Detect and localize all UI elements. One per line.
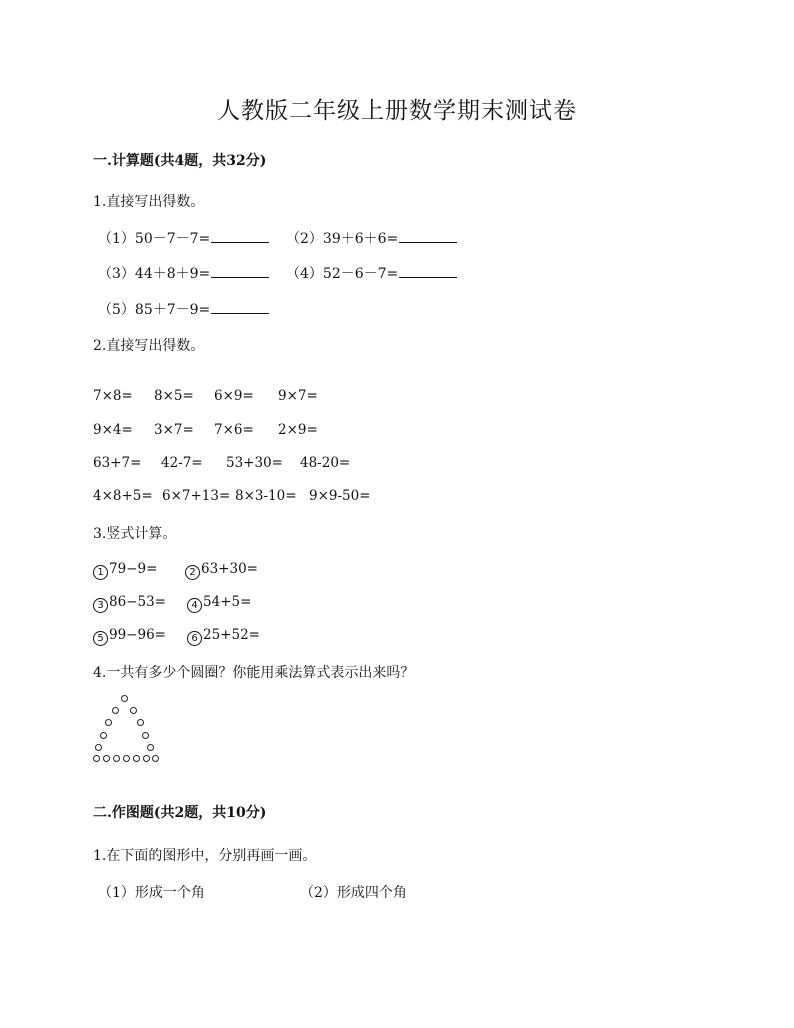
question-3-prompt: 3.竖式计算。 [93,526,177,542]
vertical-calc-row-1: 1 79−9= 2 63+30= [93,561,258,580]
mental-math-row-3: 63+7= 42-7= 53+30= 48-20= [93,455,351,471]
circle-mark [133,755,140,762]
calc-item-3: （3）44＋8＋9= [98,263,269,283]
circle-mark [100,732,107,739]
calc-item-5: （5）85＋7－9= [98,299,269,319]
answer-blank[interactable] [211,264,269,278]
answer-blank[interactable] [211,300,269,314]
circle-mark [93,755,100,762]
circle-mark [152,755,159,762]
calc-item-1: （1）50－7－7= [98,228,269,248]
circle-mark [137,719,144,726]
calc-item-4: （4）52－6－7= [286,263,457,283]
calc-item-2: （2）39＋6＋6= [286,228,457,248]
mental-math-row-4: 4×8+5= 6×7+13= 8×3-10= 9×9-50= [93,488,371,504]
answer-blank[interactable] [399,229,457,243]
question-4-prompt: 4.一共有多少个圆圈？你能用乘法算式表示出来吗？ [93,665,415,681]
page-title: 人教版二年级上册数学期末测试卷 [217,98,577,124]
circle-mark [105,719,112,726]
circle-mark [130,707,137,714]
circle-mark [121,695,128,702]
section-heading-drawing: 二.作图题(共2题，共10分) [93,805,267,821]
mental-math-row-1: 7×8= 8×5= 6×9= 9×7= [93,388,318,404]
circles-triangle-figure [90,693,160,765]
circle-mark [103,755,110,762]
circle-mark [123,755,130,762]
section-heading-calc: 一.计算题(共4题，共32分) [93,153,267,169]
circle-mark [113,755,120,762]
circle-mark [143,755,150,762]
circle-mark [142,732,149,739]
circle-mark [95,744,102,751]
question-1-prompt: 1.直接写出得数。 [93,194,205,210]
drawing-question-1-prompt: 1.在下面的图形中，分别再画一画。 [93,848,317,864]
answer-blank[interactable] [211,229,269,243]
drawing-item-1: （1）形成一个角 [98,885,205,901]
vertical-calc-row-3: 5 99−96= 6 25+52= [93,627,260,646]
circle-mark [147,744,154,751]
answer-blank[interactable] [399,264,457,278]
circle-mark [112,707,119,714]
question-2-prompt: 2.直接写出得数。 [93,338,205,354]
mental-math-row-2: 9×4= 3×7= 7×6= 2×9= [93,422,318,438]
vertical-calc-row-2: 3 86−53= 4 54+5= [93,594,251,613]
drawing-item-2: （2）形成四个角 [300,885,407,901]
